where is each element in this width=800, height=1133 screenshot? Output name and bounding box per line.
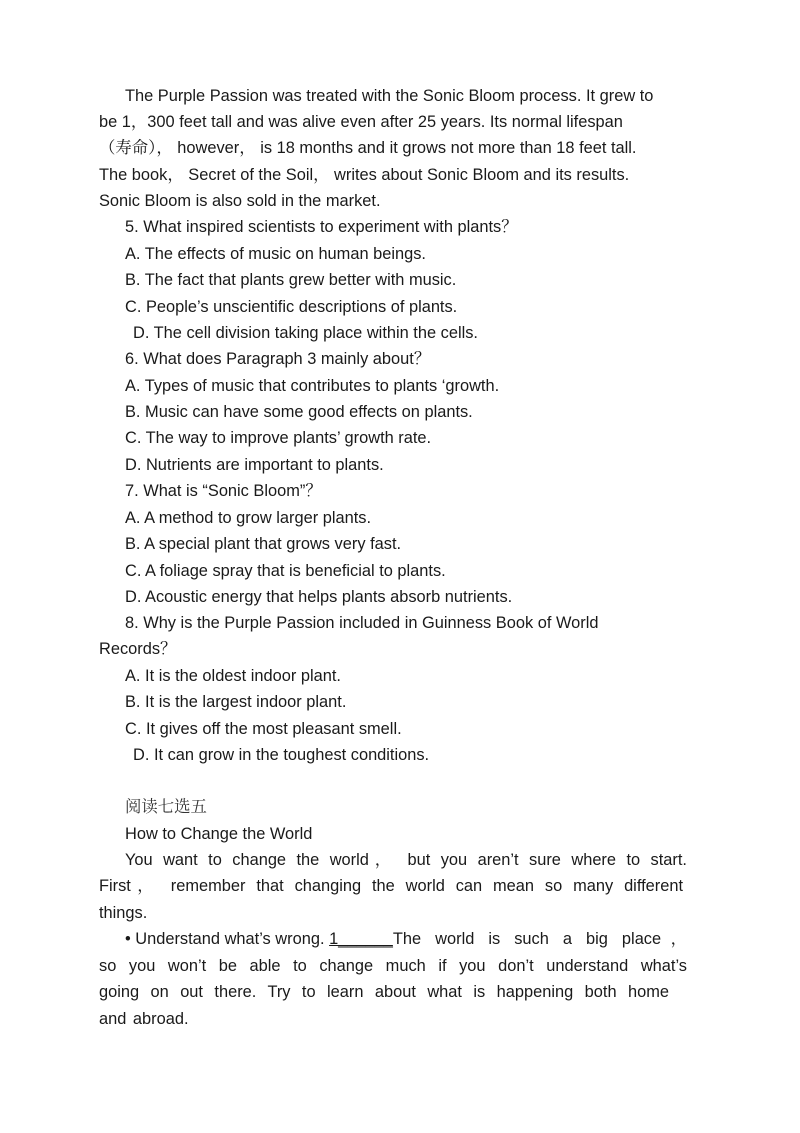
answer-option: D. Nutrients are important to plants. — [125, 456, 384, 474]
answer-blank: 1______ — [329, 930, 393, 948]
article-title: How to Change the World — [125, 825, 313, 843]
question-stem: 5. What inspired scientists to experiment with plants？ — [125, 218, 518, 236]
passage-line: The Purple Passion was treated with the Sonic Bloom process. It grew to — [125, 87, 654, 105]
article-line: You want to change the world， but you aren’t sure where to start. — [125, 851, 687, 869]
answer-option: D. Acoustic energy that helps plants absorb nutrients. — [125, 588, 513, 606]
answer-option: A. Types of music that contributes to plants ‘growth. — [125, 377, 500, 395]
question-stem: 8. Why is the Purple Passion included in Guinness Book of World — [125, 614, 599, 632]
answer-option: C. It gives off the most pleasant smell. — [125, 720, 402, 738]
question-stem: 7. What is “Sonic Bloom”？ — [125, 482, 322, 500]
question-stem: 6. What does Paragraph 3 mainly about？ — [125, 350, 431, 368]
answer-option: C. The way to improve plants’ growth rate. — [125, 429, 432, 447]
article-line: things. — [99, 904, 148, 922]
bullet-text: The world is such a big place， — [392, 930, 687, 948]
section-heading: 阅读七选五 — [125, 797, 207, 816]
bullet-text: • Understand what’s wrong. — [125, 930, 330, 948]
answer-option: D. It can grow in the toughest conditions. — [133, 746, 430, 764]
answer-option: A. It is the oldest indoor plant. — [125, 667, 341, 685]
passage-line: The book， Secret of the Soil， writes about Sonic Bloom and its results. — [99, 166, 630, 184]
answer-option: D. The cell division taking place within the cells. — [133, 324, 478, 342]
article-line: and abroad. — [99, 1010, 189, 1028]
answer-option: B. A special plant that grows very fast. — [125, 535, 402, 553]
answer-option: B. It is the largest indoor plant. — [125, 693, 347, 711]
answer-option: B. Music can have some good effects on plants. — [125, 403, 473, 421]
answer-option: A. The effects of music on human beings. — [125, 245, 426, 263]
article-line — [125, 929, 687, 949]
question-stem: Records？ — [99, 640, 177, 658]
passage-line: be 1，300 feet tall and was alive even after 25 years. Its normal lifespan — [99, 113, 623, 131]
answer-option: C. People’s unscientific descriptions of plants. — [125, 298, 458, 316]
passage-line: Sonic Bloom is also sold in the market. — [99, 192, 381, 210]
answer-option: A. A method to grow larger plants. — [125, 509, 371, 527]
article-line: First， remember that changing the world can mean so many different — [99, 877, 683, 895]
article-line: so you won’t be able to change much if you don’t understand what’s — [99, 957, 687, 975]
answer-option: C. A foliage spray that is beneficial to plants. — [125, 562, 446, 580]
passage-line: （寿命）， however， is 18 months and it grows not more than 18 feet tall. — [99, 139, 637, 157]
article-line: going on out there. Try to learn about what is happening both home — [99, 983, 669, 1001]
answer-option: B. The fact that plants grew better with music. — [125, 271, 457, 289]
